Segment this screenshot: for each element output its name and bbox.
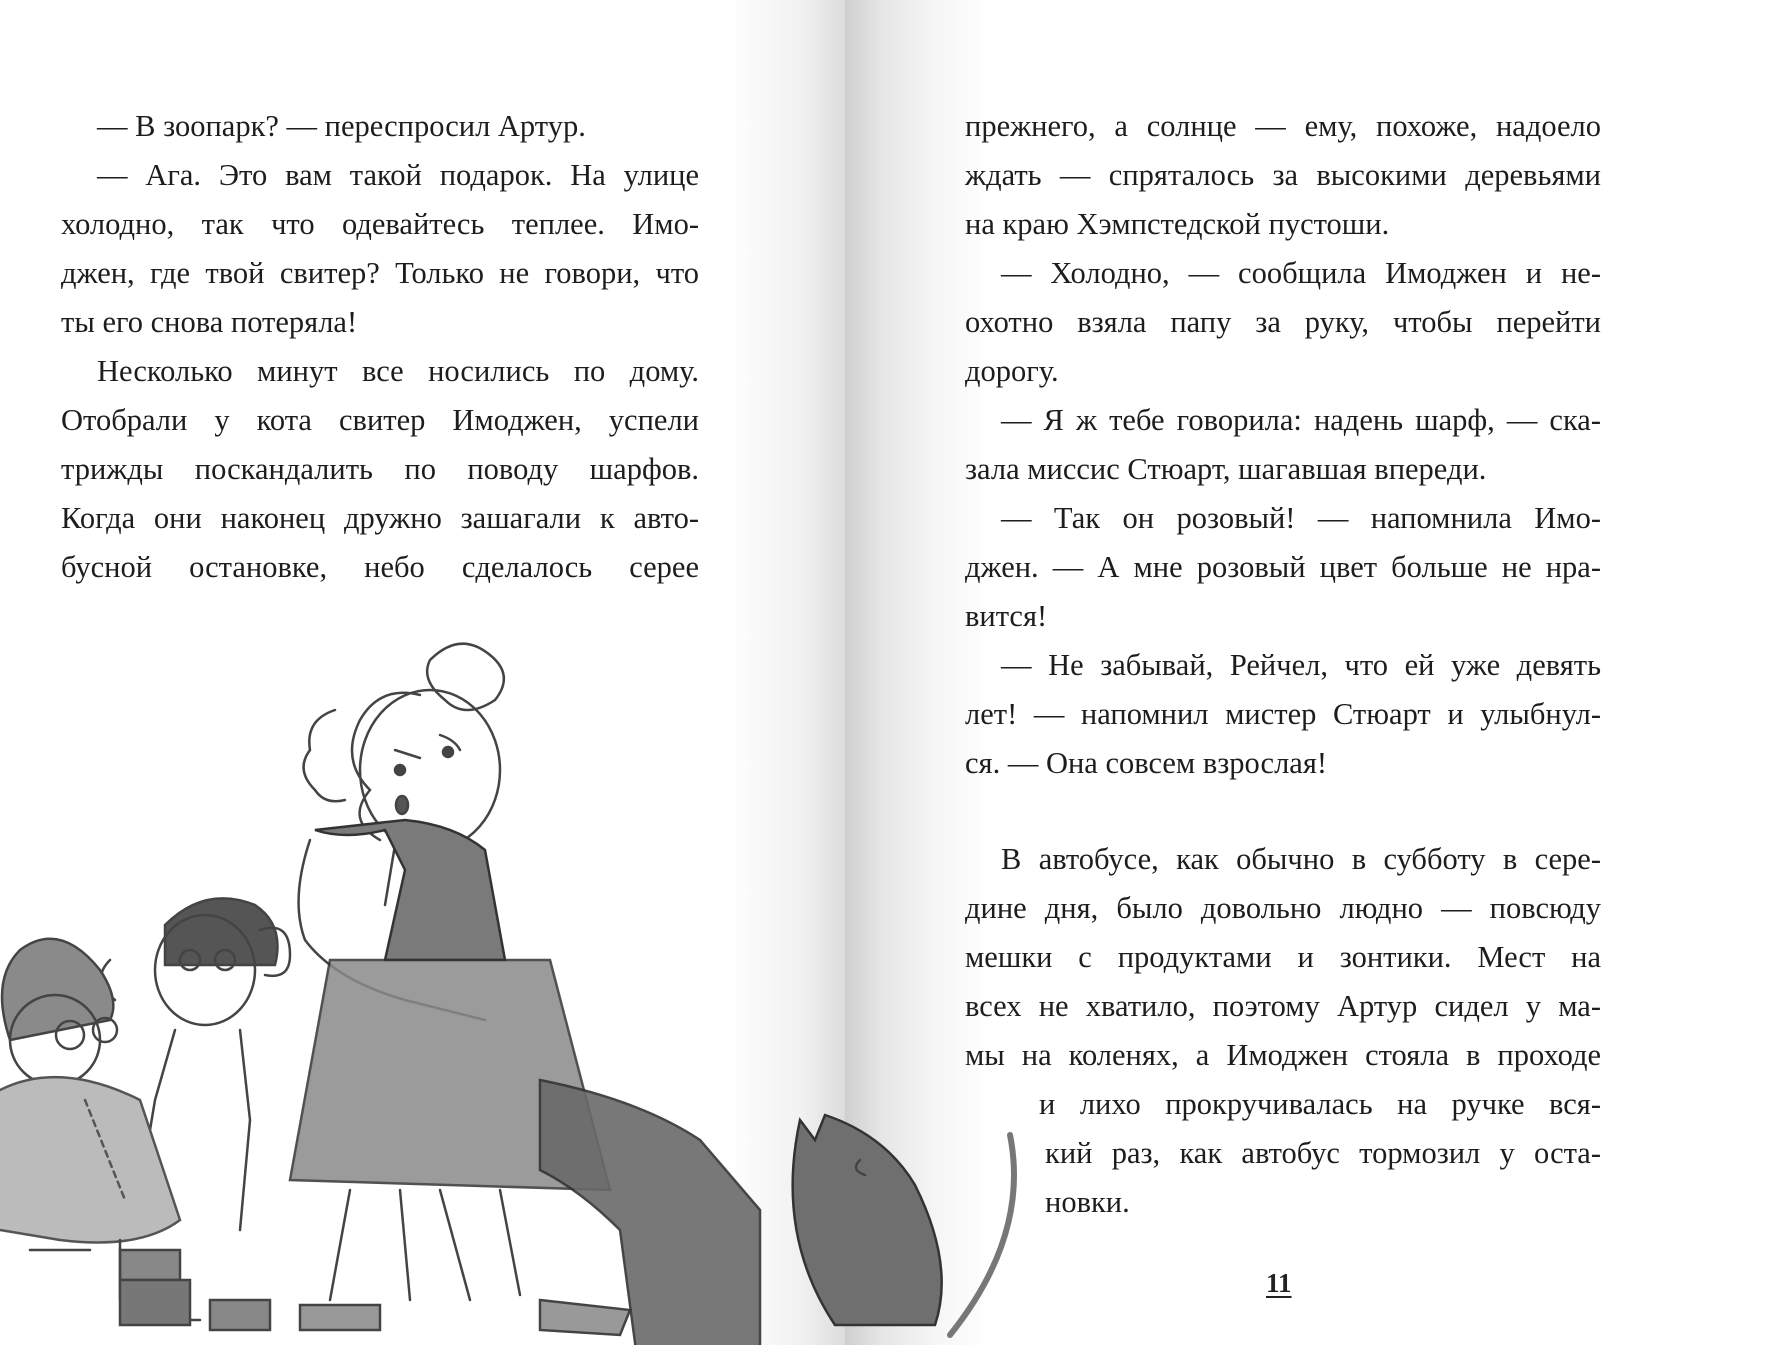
- text-line: и лихо прокручивалась на ручке вся-: [1039, 1087, 1601, 1121]
- text-line: джен. — А мне розовый цвет больше не нра-: [965, 550, 1601, 584]
- text-line: ты его снова потеряла!: [61, 305, 358, 339]
- text-line: — Я ж тебе говорила: надень шарф, — ска-: [1001, 403, 1601, 437]
- text-line: ждать — спряталось за высокими деревьями: [965, 158, 1601, 192]
- right-page-text-paragraph: [965, 835, 1601, 1227]
- text-line: мешки с продуктами и зонтики. Мест на: [965, 940, 1601, 974]
- left-page-text: [61, 102, 699, 592]
- text-line: лет! — напомнил мистер Стюарт и улыбнул-: [965, 697, 1601, 731]
- text-line: трижды поскандалить по поводу шарфов.: [61, 452, 699, 486]
- text-line: — Так он розовый! — напомнила Имо-: [1001, 501, 1601, 535]
- text-line: — Холодно, — сообщила Имоджен и не-: [1001, 256, 1601, 290]
- text-line: кий раз, как автобус тормозил у оста-: [1045, 1136, 1601, 1170]
- text-line: В автобусе, как обычно в субботу в сере-: [1001, 842, 1601, 876]
- right-page-text: [965, 102, 1601, 788]
- text-line: всех не хватило, поэтому Артур сидел у ма-: [965, 989, 1601, 1023]
- text-line: новки.: [1045, 1185, 1130, 1219]
- text-line: дине дня, было довольно людно — повсюду: [965, 891, 1601, 925]
- text-line: на краю Хэмпстедской пустоши.: [965, 207, 1390, 241]
- text-line: охотно взяла папу за руку, чтобы перейти: [965, 305, 1601, 339]
- text-line: дорогу.: [965, 354, 1059, 388]
- page-number: 11: [1266, 1268, 1292, 1298]
- text-line: — В зоопарк? — переспросил Артур.: [97, 109, 586, 143]
- text-line: Несколько минут все носились по дому.: [97, 354, 699, 388]
- text-line: вится!: [965, 599, 1048, 633]
- mother-figure: [290, 644, 630, 1335]
- text-line: Отобрали у кота свитер Имоджен, успели: [61, 403, 699, 437]
- text-line: — Ага. Это вам такой подарок. На улице: [97, 158, 699, 192]
- text-line: бусной остановке, небо сделалось серее: [61, 550, 699, 584]
- text-line: Когда они наконец дружно зашагали к авто-: [61, 501, 699, 535]
- text-line: — Не забывай, Рейчел, что ей уже девять: [1001, 648, 1601, 682]
- text-line: ся. — Она совсем взрослая!: [965, 746, 1328, 780]
- text-line: зала миссис Стюарт, шагавшая впереди.: [965, 452, 1487, 486]
- text-line: джен, где твой свитер? Только не говори, что: [61, 256, 699, 290]
- text-line: холодно, так что одевайтесь теплее. Имо-: [61, 207, 699, 241]
- text-line: прежнего, а солнце — ему, похоже, надоело: [965, 109, 1601, 143]
- text-line: мы на коленях, а Имоджен стояла в проходе: [965, 1038, 1601, 1072]
- family-walking-illustration: [0, 600, 1060, 1345]
